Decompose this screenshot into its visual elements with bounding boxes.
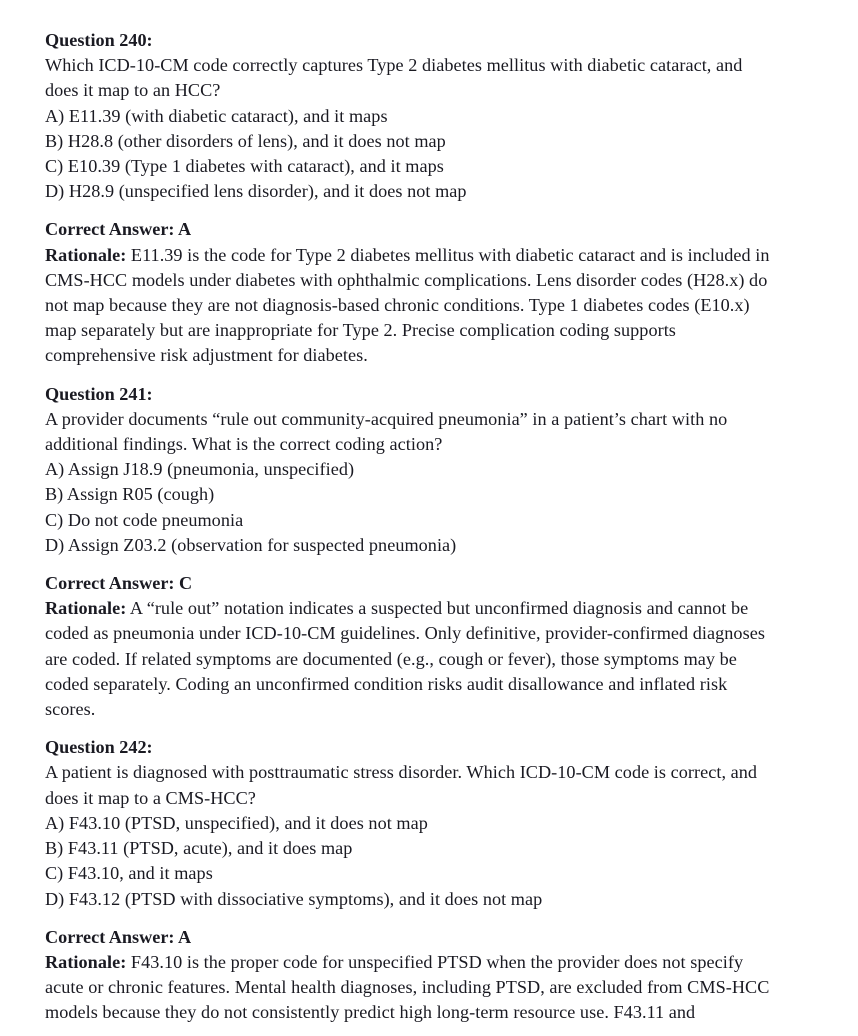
answer-option-d[interactable]: D) H28.9 (unspecified lens disorder), and it does not map <box>45 181 467 202</box>
answer-options <box>45 811 772 912</box>
rationale <box>45 950 772 1026</box>
answer-option-d[interactable]: D) Assign Z03.2 (observation for suspected pneumonia) <box>45 534 457 555</box>
answer-option-c[interactable]: C) E10.39 (Type 1 diabetes with cataract), and it maps <box>45 156 444 177</box>
answer-block <box>45 571 772 722</box>
correct-answer: Correct Answer: A <box>45 219 192 240</box>
answer-option-c[interactable]: C) Do not code pneumonia <box>45 509 244 530</box>
answer-option-b[interactable]: B) H28.8 (other disorders of lens), and it does not map <box>45 130 446 151</box>
rationale <box>45 243 772 369</box>
answer-option-b[interactable]: B) Assign R05 (cough) <box>45 484 215 505</box>
answer-options <box>45 104 772 205</box>
rationale-text: A “rule out” notation indicates a suspected but unconfirmed diagnosis and cannot be coded as pneumonia under ICD-10-CM guidelines. Only definitive, provider-confirmed diagnoses are coded. If related symptoms are documented (e.g., cough or fever), those symptoms may be coded separately. Coding an unconfirmed condition risks audit disallowance and inflated risk scores. <box>45 598 765 720</box>
question-stem: Which ICD-10-CM code correctly captures Type 2 diabetes mellitus with diabetic cataract, and does it map to an HCC? <box>45 55 743 101</box>
question-heading: Question 241: <box>45 383 153 404</box>
answer-option-a[interactable]: A) F43.10 (PTSD, unspecified), and it does not map <box>45 812 428 833</box>
rationale-label: Rationale: <box>45 244 127 265</box>
question-block <box>45 735 772 911</box>
rationale-text: E11.39 is the code for Type 2 diabetes mellitus with diabetic cataract and is included in CMS-HCC models under diabetes with ophthalmic complications. Lens disorder codes (H28.x) do not map because they are not diagnosis-based chronic conditions. Type 1 diabetes codes (E10.x) map separately but are inappropriate for Type 2. Precise complication coding supports comprehensive risk adjustment for diabetes. <box>45 244 770 366</box>
question-heading: Question 240: <box>45 30 153 50</box>
rationale-label: Rationale: <box>45 951 127 972</box>
question-block <box>45 382 772 558</box>
question-stem: A patient is diagnosed with posttraumatic stress disorder. Which ICD-10-CM code is correct, and does it map to a CMS-HCC? <box>45 762 758 808</box>
answer-option-a[interactable]: A) Assign J18.9 (pneumonia, unspecified) <box>45 459 355 480</box>
answer-block <box>45 925 772 1026</box>
answer-option-c[interactable]: C) F43.10, and it maps <box>45 863 213 884</box>
rationale-text: F43.10 is the proper code for unspecified PTSD when the provider does not specify acute or chronic features. Mental health diagnoses, including PTSD, are excluded from CMS-HCC models because they do not consistently predict high long-term resource use. F43.11 and <box>45 951 770 1023</box>
answer-option-d[interactable]: D) F43.12 (PTSD with dissociative symptoms), and it does not map <box>45 888 543 909</box>
correct-answer: Correct Answer: C <box>45 573 193 594</box>
answer-block <box>45 217 772 368</box>
answer-options <box>45 457 772 558</box>
question-stem: A provider documents “rule out community-acquired pneumonia” in a patient’s chart with no additional findings. What is the correct coding action? <box>45 408 728 455</box>
correct-answer: Correct Answer: A <box>45 926 192 947</box>
answer-option-a[interactable]: A) E11.39 (with diabetic cataract), and it maps <box>45 105 388 126</box>
question-block <box>45 28 772 204</box>
rationale <box>45 596 772 722</box>
question-heading: Question 242: <box>45 737 153 758</box>
rationale-label: Rationale: <box>45 598 127 619</box>
answer-option-b[interactable]: B) F43.11 (PTSD, acute), and it does map <box>45 838 353 859</box>
